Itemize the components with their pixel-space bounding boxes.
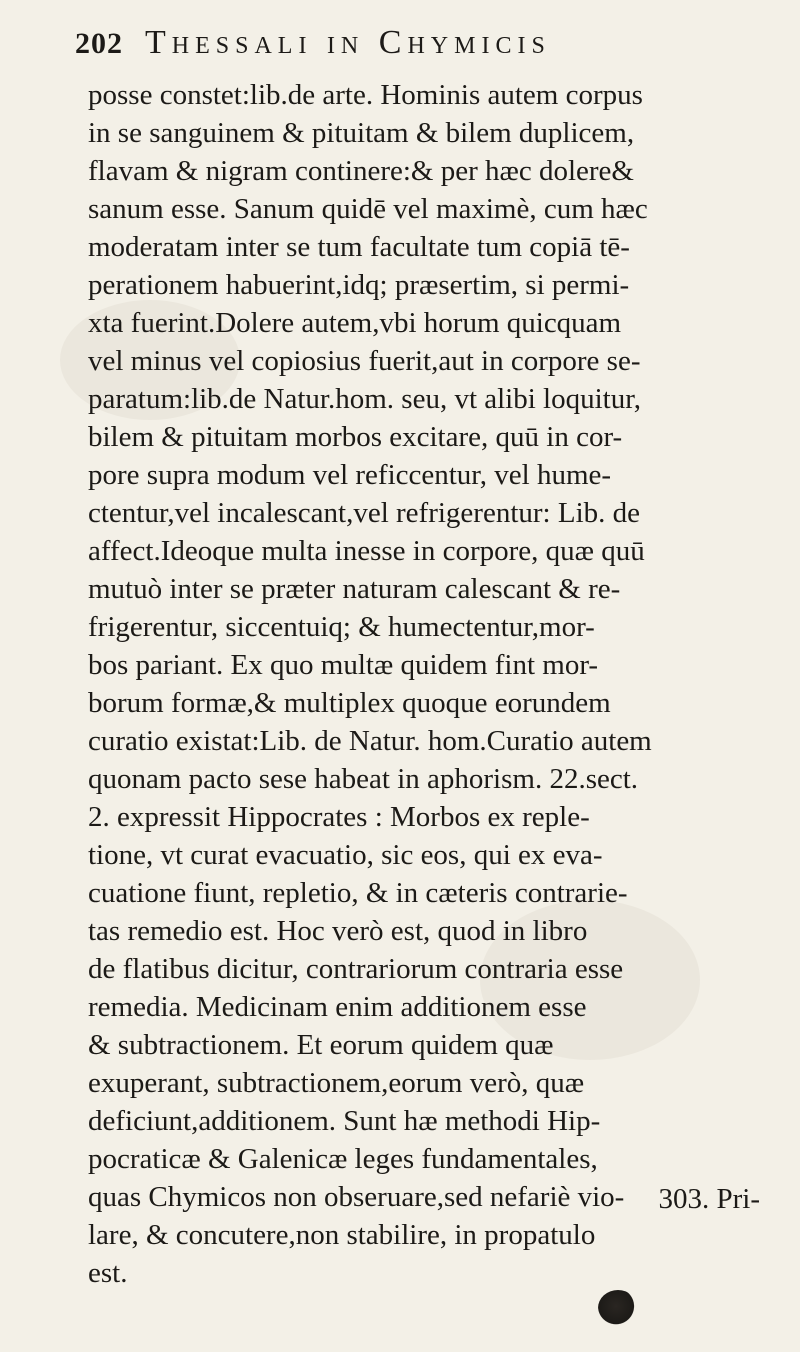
text-line: posse constet:lib.de arte. Hominis autem corpus <box>88 79 643 111</box>
text-line: 2. expressit Hippocrates : Morbos ex reple- <box>88 801 590 833</box>
text-line: curatio existat:Lib. de Natur. hom.Curatio autem <box>88 725 652 757</box>
text-line: mutuò inter se præter naturam calescant & re- <box>88 573 621 605</box>
text-line: cuatione fiunt, repletio, & in cæteris contrarie- <box>88 877 628 909</box>
text-line: bos pariant. Ex quo multæ quidem fint mor- <box>88 649 599 681</box>
text-line: xta fuerint.Dolere autem,vbi horum quicquam <box>88 307 622 339</box>
body-text <box>88 76 768 1292</box>
text-line: est. <box>88 1257 128 1289</box>
text-line: quonam pacto sese habeat in aphorism. 22.sect. <box>88 763 639 795</box>
ink-blot-ornament <box>598 1290 638 1326</box>
text-line: tione, vt curat evacuatio, sic eos, qui ex eva- <box>88 839 603 871</box>
text-line: quas Chymicos non obseruare,sed nefariè vio- <box>88 1181 625 1213</box>
text-line: flavam & nigram continere:& per hæc dolere& <box>88 155 634 187</box>
text-line: & subtractionem. Et eorum quidem quæ <box>88 1029 554 1061</box>
text-line: pocraticæ & Galenicæ leges fundamentales, <box>88 1143 598 1175</box>
text-line: lare, & concutere,non stabilire, in propatulo <box>88 1219 596 1251</box>
text-line: paratum:lib.de Natur.hom. seu, vt alibi loquitur, <box>88 383 641 415</box>
text-line: frigerentur, siccentuiq; & humectentur,mor- <box>88 611 595 643</box>
text-line: affect.Ideoque multa inesse in corpore, quæ quū <box>88 535 645 567</box>
text-line: bilem & pituitam morbos excitare, quū in cor- <box>88 421 623 453</box>
text-line: pore supra modum vel reficcentur, vel hume- <box>88 459 612 491</box>
text-line: in se sanguinem & pituitam & bilem duplicem, <box>88 117 635 149</box>
catchword: 303. Pri- <box>658 1183 760 1215</box>
text-line: vel minus vel copiosius fuerit,aut in corpore se- <box>88 345 641 377</box>
text-line: borum formæ,& multiplex quoque eorundem <box>88 687 611 719</box>
text-line: remedia. Medicinam enim additionem esse <box>88 991 587 1023</box>
text-line: perationem habuerint,idq; præsertim, si permi- <box>88 269 630 301</box>
page-number: 202 <box>75 27 123 60</box>
page-header <box>75 24 755 72</box>
text-line: tas remedio est. Hoc verò est, quod in libro <box>88 915 588 947</box>
text-line: sanum esse. Sanum quidē vel maximè, cum hæc <box>88 193 648 225</box>
text-line: ctentur,vel incalescant,vel refrigerentur: Lib. de <box>88 497 640 529</box>
running-head: Thessali in Chymicis <box>145 24 551 61</box>
text-line: moderatam inter se tum facultate tum copiā tē- <box>88 231 630 263</box>
text-line: exuperant, subtractionem,eorum verò, quæ <box>88 1067 585 1099</box>
text-line: de flatibus dicitur, contrariorum contraria esse <box>88 953 624 985</box>
text-line: deficiunt,additionem. Sunt hæ methodi Hip- <box>88 1105 601 1137</box>
